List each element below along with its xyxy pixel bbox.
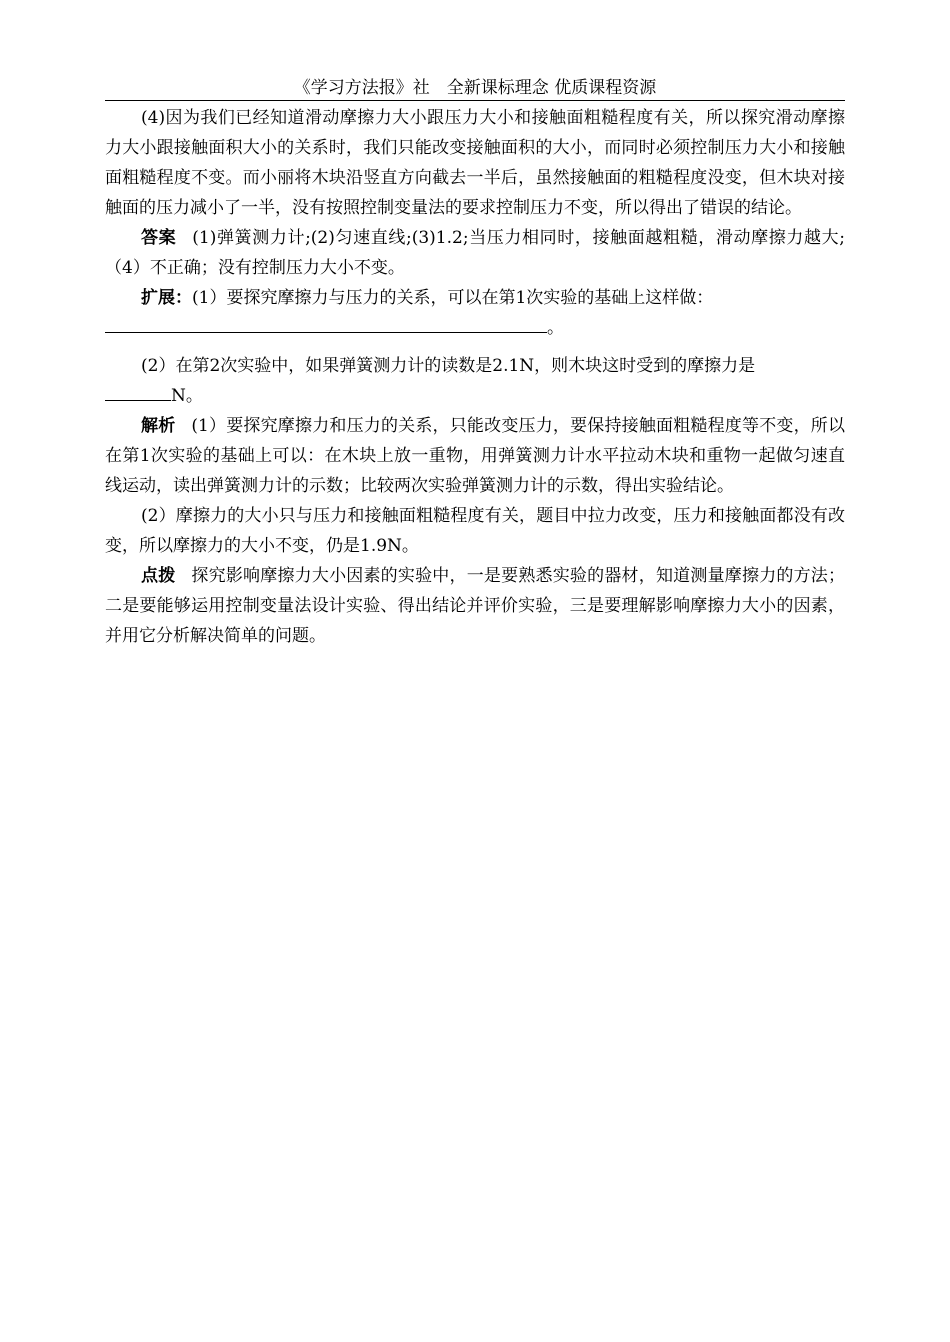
extension-q1-answer-line — [105, 313, 845, 343]
extension-q1-text: (1）要探究摩擦力与压力的关系，可以在第1次实验的基础上这样做： — [192, 288, 714, 308]
extension-q2-end: N。 — [171, 386, 203, 406]
extension-question-2 — [105, 351, 845, 381]
answer-text: (1)弹簧测力计;(2)匀速直线;(3)1.2;当压力相同时，接触面越粗糙，滑动摩擦力越大;（4）不正确；没有控制压力大小不变。 — [105, 228, 846, 278]
page-header: 《学习方法报》社 全新课标理念 优质课程资源 — [105, 76, 845, 101]
answer-label: 答案 — [141, 228, 177, 248]
tip-text: 探究影响摩擦力大小因素的实验中，一是要熟悉实验的器材，知道测量摩擦力的方法；二是要能够运用控制变量法设计实验、得出结论并评价实验，三是要理解影响摩擦力大小的因素，并用它分析解决简单的问题。 — [105, 566, 846, 646]
answer-blank-1[interactable] — [105, 314, 547, 333]
extension-label: 扩展： — [141, 288, 192, 308]
extension-q1-end: 。 — [547, 318, 564, 338]
analysis-part-4: (4)因为我们已经知道滑动摩擦力大小跟压力大小和接触面粗糙程度有关，所以探究滑动摩擦力大小跟接触面积大小的关系时，我们只能改变接触面积的大小，而同时必须控制压力大小和接触面粗糙程度不变。而小丽将木块沿竖直方向截去一半后，虽然接触面的粗糙程度没变，但木块对接触面的压力减小了一半，没有按照控制变量法的要求控制压力不变，所以得出了错误的结论。 — [105, 108, 845, 218]
answer-blank-2[interactable] — [105, 382, 171, 401]
explanation-label: 解析 — [141, 416, 176, 436]
tip-paragraph — [105, 561, 845, 651]
extension-question-1 — [105, 283, 845, 313]
tip-label: 点拨 — [141, 566, 176, 586]
explanation-paragraph-2: (2）摩擦力的大小只与压力和接触面粗糙程度有关，题目中拉力改变，压力和接触面都没有改变，所以摩擦力的大小不变，仍是1.9N。 — [105, 506, 845, 556]
extension-q2-text: (2）在第2次实验中，如果弹簧测力计的读数是2.1N，则木块这时受到的摩擦力是 — [141, 356, 756, 376]
document-body — [105, 103, 845, 651]
answer-paragraph — [105, 223, 845, 283]
explanation-paragraph-1 — [105, 411, 845, 501]
extension-q2-answer-line — [105, 381, 845, 411]
explanation-p1-text: (1）要探究摩擦力和压力的关系，只能改变压力，要保持接触面粗糙程度等不变，所以在第1次实验的基础上可以：在木块上放一重物，用弹簧测力计水平拉动木块和重物一起做匀速直线运动，读出弹簧测力计的示数；比较两次实验弹簧测力计的示数，得出实验结论。 — [105, 416, 845, 496]
